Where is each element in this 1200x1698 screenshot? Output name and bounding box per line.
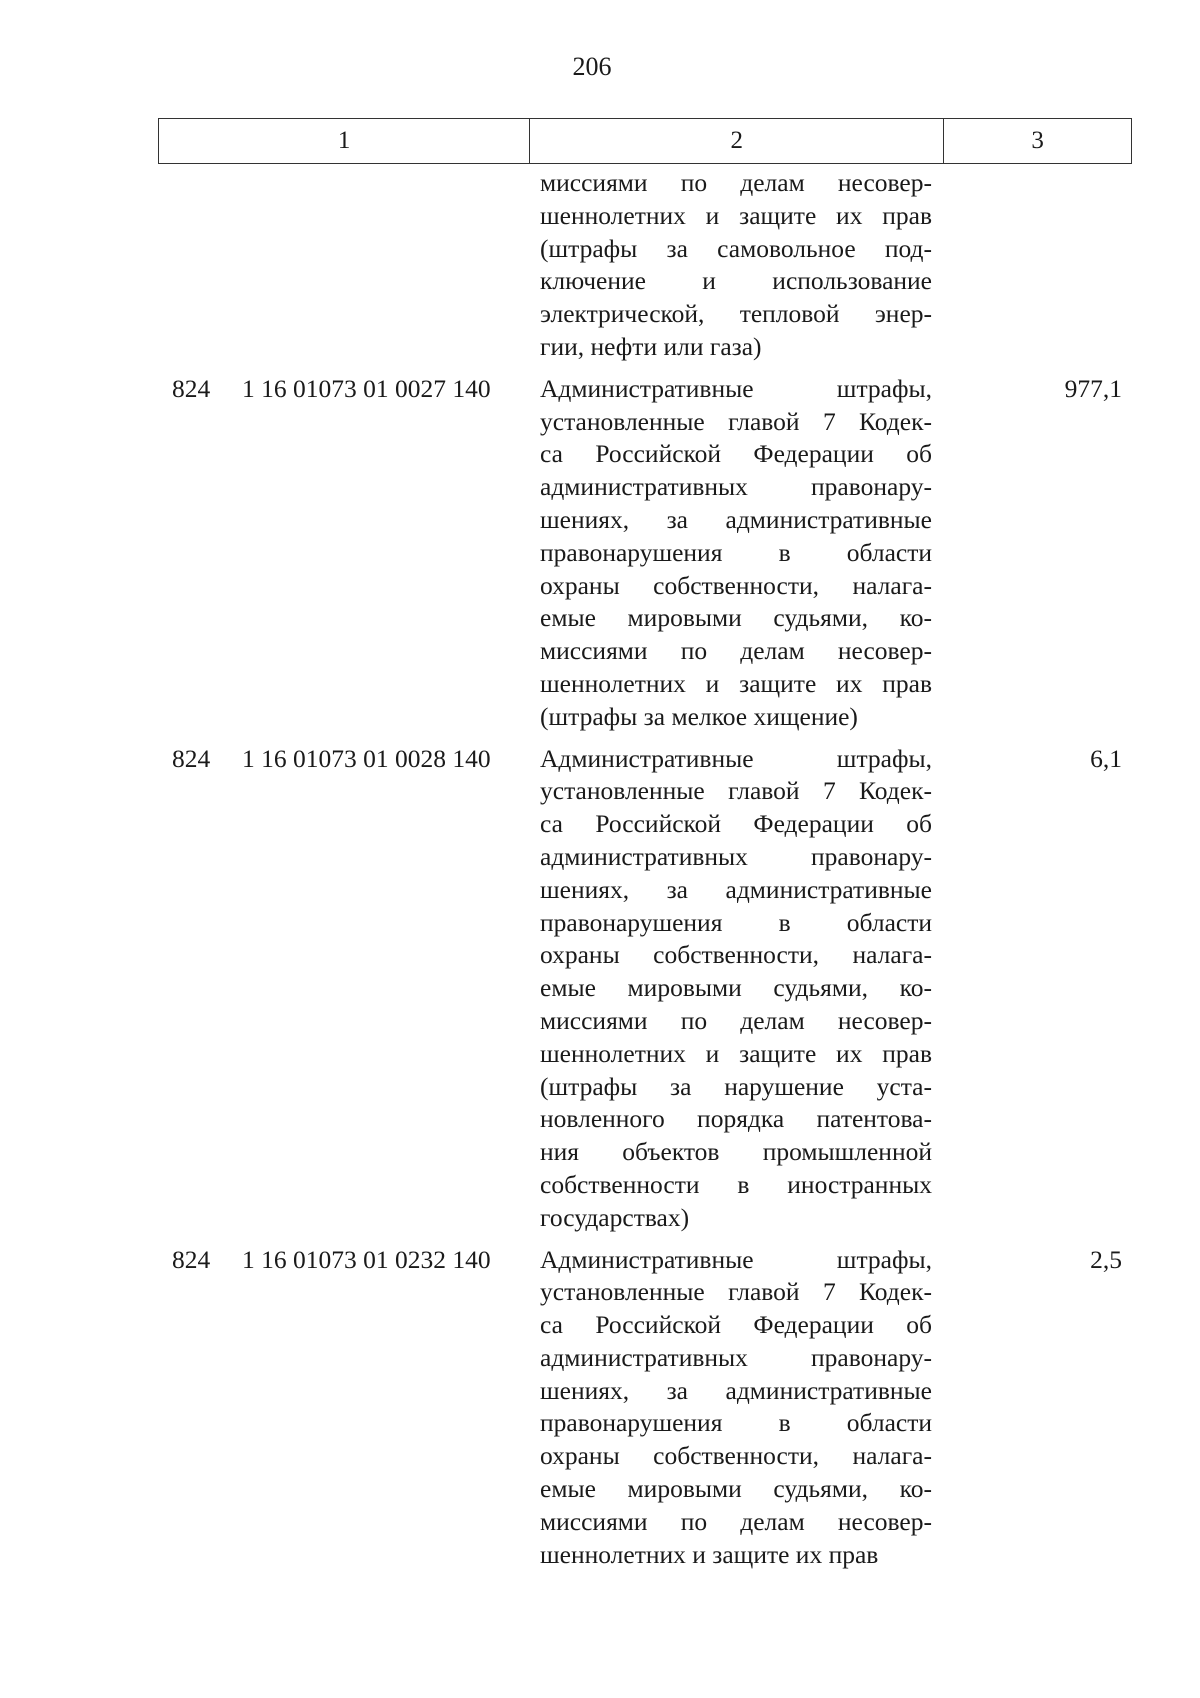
- table-row: [158, 743, 1132, 1235]
- description-line: Административные штрафы,: [540, 1244, 932, 1274]
- description-line: емые мировыми судьями, ко-: [540, 1474, 932, 1504]
- description-line: ния объектов промышленной: [540, 1137, 932, 1167]
- description-line: правонарушения в области: [540, 537, 932, 567]
- description-cell: [540, 373, 932, 734]
- description-line: установленные главой 7 Кодек-: [540, 406, 932, 436]
- header-col-3: 3: [944, 119, 1132, 164]
- table-body: [158, 167, 1132, 1571]
- description-line: электрической, тепловой энер-: [540, 299, 932, 329]
- table-row: [158, 167, 1132, 364]
- description-line: административных правонару-: [540, 841, 932, 871]
- description-line: ключение и использование: [540, 266, 932, 296]
- admin-code-cell: 824: [172, 373, 211, 403]
- amount-cell: 2,5: [1090, 1244, 1122, 1274]
- description-line: миссиями по делам несовер-: [540, 168, 932, 197]
- description-line: государствах): [540, 1202, 690, 1232]
- description-line: (штрафы за нарушение уста-: [540, 1071, 932, 1101]
- description-line: административных правонару-: [540, 472, 932, 502]
- table-header: [158, 118, 1132, 164]
- description-line: са Российской Федерации об: [540, 439, 932, 469]
- budget-code-cell: 1 16 01073 01 0028 140: [242, 743, 491, 773]
- admin-code-cell: 824: [172, 1244, 211, 1274]
- description-line: административных правонару-: [540, 1342, 932, 1372]
- description-line: правонарушения в области: [540, 1408, 932, 1438]
- description-line: установленные главой 7 Кодек-: [540, 776, 932, 806]
- description-line: емые мировыми судьями, ко-: [540, 603, 932, 633]
- admin-code-cell: 824: [172, 743, 211, 773]
- description-line: (штрафы за мелкое хищение): [540, 701, 858, 731]
- amount-cell: 977,1: [1064, 373, 1122, 403]
- description-line: шениях, за административные: [540, 504, 932, 534]
- header-col-1: 1: [159, 119, 530, 164]
- description-cell: [540, 1244, 932, 1572]
- description-line: са Российской Федерации об: [540, 809, 932, 839]
- amount-cell: 6,1: [1090, 743, 1122, 773]
- description-line: (штрафы за самовольное под-: [540, 233, 932, 263]
- description-line: охраны собственности, налага-: [540, 570, 932, 600]
- table-row: [158, 373, 1132, 734]
- description-line: правонарушения в области: [540, 907, 932, 937]
- description-line: миссиями по делам несовер-: [540, 636, 932, 666]
- page-number: 206: [572, 52, 612, 81]
- description-line: установленные главой 7 Кодек-: [540, 1277, 932, 1307]
- description-line: Административные штрафы,: [540, 743, 932, 773]
- description-line: миссиями по делам несовер-: [540, 1005, 932, 1035]
- table-row: [158, 1244, 1132, 1572]
- description-line: шеннолетних и защите их прав: [540, 1539, 879, 1569]
- description-cell: [540, 743, 932, 1235]
- description-line: собственности в иностранных: [540, 1169, 932, 1199]
- description-line: шениях, за административные: [540, 874, 932, 904]
- description-line: охраны собственности, налага-: [540, 1441, 932, 1471]
- description-cell: [540, 167, 932, 364]
- description-line: Административные штрафы,: [540, 373, 932, 403]
- description-line: охраны собственности, налага-: [540, 940, 932, 970]
- description-line: шеннолетних и защите их прав: [540, 1038, 932, 1068]
- description-line: новленного порядка патентова-: [540, 1104, 932, 1134]
- description-line: гии, нефти или газа): [540, 331, 762, 361]
- header-row: [159, 119, 1132, 164]
- description-line: шеннолетних и защите их прав: [540, 200, 932, 230]
- budget-code-cell: 1 16 01073 01 0027 140: [242, 373, 491, 403]
- description-line: шеннолетних и защите их прав: [540, 668, 932, 698]
- description-line: миссиями по делам несовер-: [540, 1506, 932, 1536]
- header-col-2: 2: [530, 119, 944, 164]
- budget-code-cell: 1 16 01073 01 0232 140: [242, 1244, 491, 1274]
- description-line: са Российской Федерации об: [540, 1310, 932, 1340]
- description-line: шениях, за административные: [540, 1375, 932, 1405]
- description-line: емые мировыми судьями, ко-: [540, 973, 932, 1003]
